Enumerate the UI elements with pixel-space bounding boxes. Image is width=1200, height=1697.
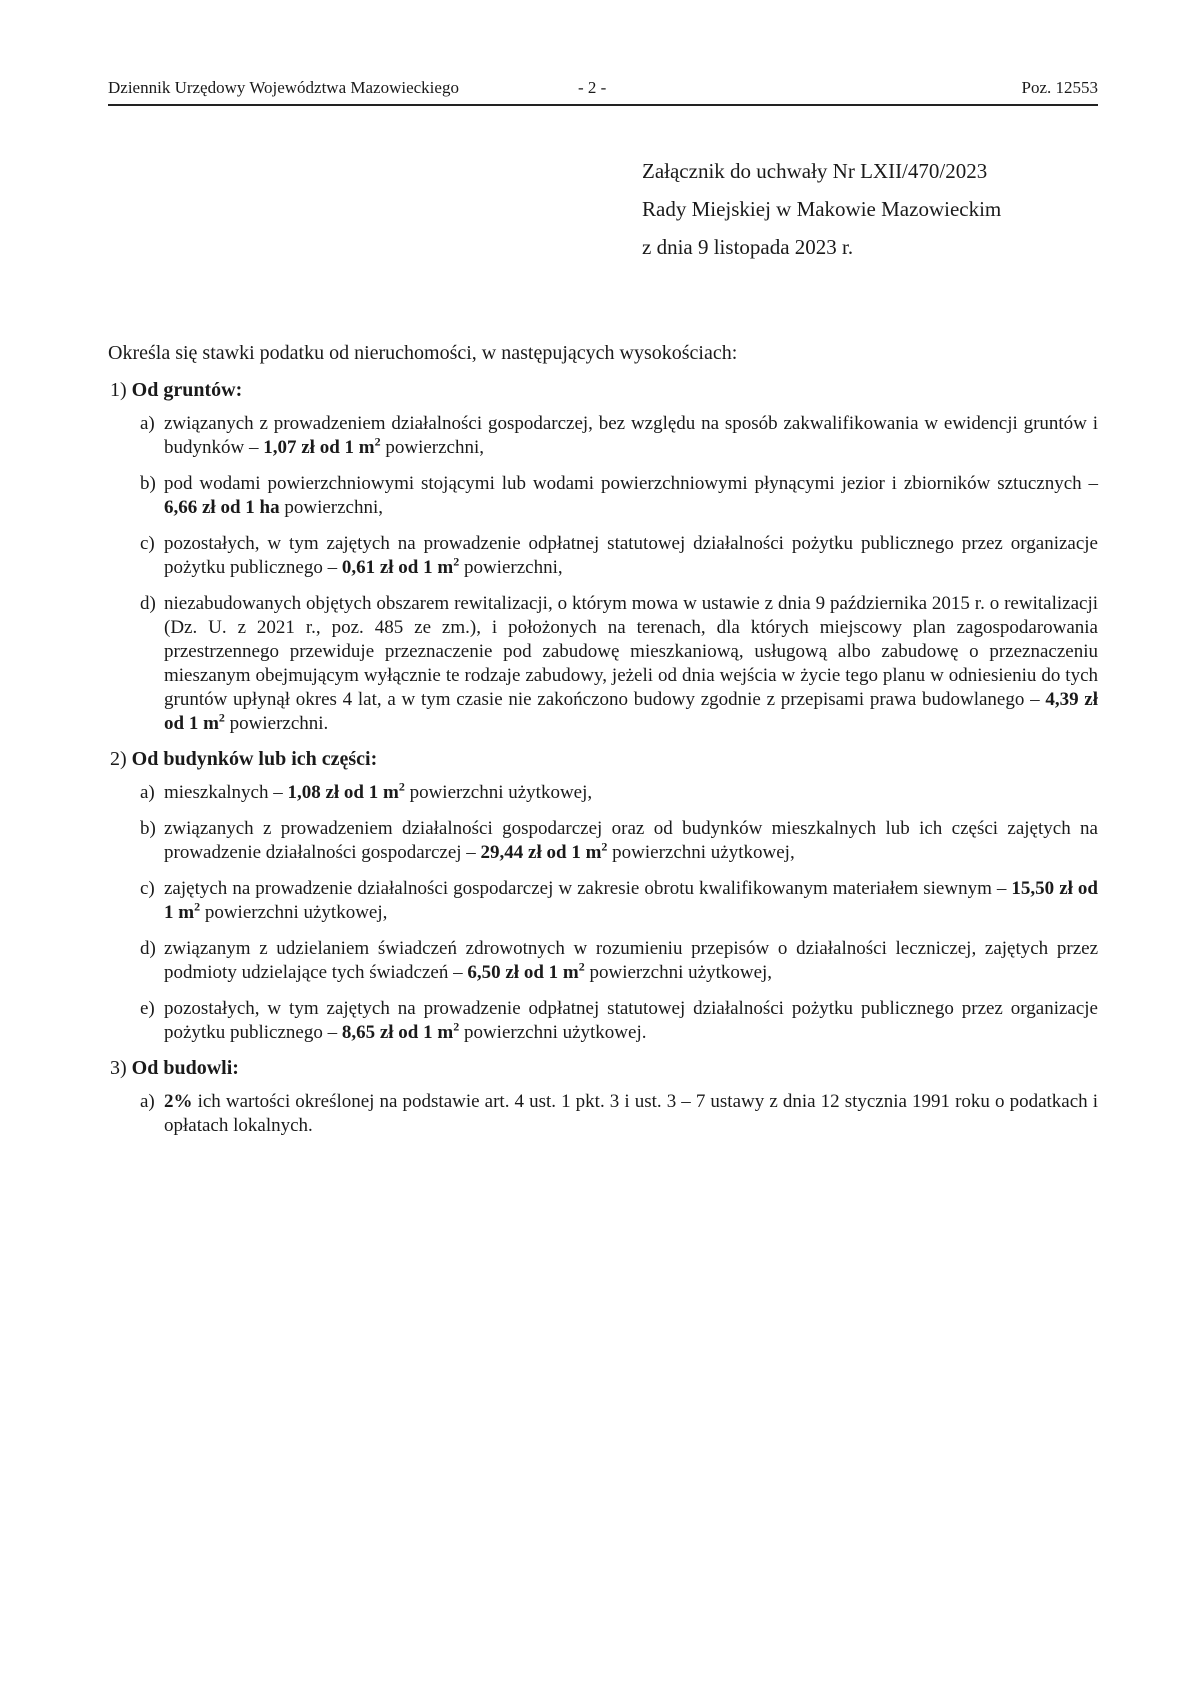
position-number: Poz. 12553 xyxy=(1021,78,1098,97)
document-body xyxy=(108,342,1098,1150)
section-title xyxy=(110,748,1098,771)
item-tail: powierzchni użytkowej, xyxy=(612,842,795,863)
list-item xyxy=(108,472,1098,520)
item-tail: powierzchni. xyxy=(229,713,329,734)
item-rate: 1,07 zł od 1 m xyxy=(263,437,375,458)
annex-line-2: Rady Miejskiej w Makowie Mazowieckim xyxy=(642,197,1002,221)
list-item xyxy=(108,592,1098,736)
item-rate-exponent: 2 xyxy=(398,779,405,794)
item-text: niezabudowanych objętych obszarem rewitalizacji, o którym mowa w ustawie z dnia 9 października 2015 r. o rewitalizacji (Dz. U. z 2021 r., poz. 485 ze zm.), i położonych na terenach, dla których miejscowy plan zagospodarowania przestrzennego przewiduje przeznaczenie pod zabudowę mieszkaniową, usługową albo zabudowę o przeznaczeniu mieszanym obejmującym wyłącznie te rodzaje zabudowy, jeżeli od dnia wejścia w życie tego planu w odniesieniu do tych gruntów upłynął okres 4 lat, a w tym czasie nie zakończono budowy zgodnie z przepisami prawa budowlanego – xyxy=(164,593,1098,710)
item-text: związanych z prowadzeniem działalności gospodarczej, bez względu na sposób zakwalifikowania w ewidencji gruntów i budynków – xyxy=(164,413,1098,458)
list-item xyxy=(108,817,1098,865)
section-title xyxy=(110,1057,1098,1080)
item-rate: 6,50 zł od 1 m xyxy=(467,962,579,983)
item-text: pozostałych, w tym zajętych na prowadzenie odpłatnej statutowej działalności pożytku publicznego przez organizacje pożytku publicznego – xyxy=(164,998,1098,1043)
item-label: c) xyxy=(140,533,155,554)
item-label: b) xyxy=(140,473,156,494)
item-tail: powierzchni, xyxy=(385,437,484,458)
item-tail: powierzchni użytkowej, xyxy=(204,902,388,923)
list-item xyxy=(108,937,1098,985)
item-rate: 0,61 zł od 1 m xyxy=(341,557,454,578)
annex-block xyxy=(642,152,1001,266)
section-number: 3) xyxy=(110,1057,127,1079)
section-heading: Od budynków lub ich części: xyxy=(131,748,378,770)
item-text: pod wodami powierzchniowymi stojącymi lub wodami powierzchniowymi płynącymi jezior i zbiorników sztucznych – xyxy=(164,473,1098,494)
item-rate: 2% xyxy=(164,1091,193,1112)
item-rate: 29,44 zł od 1 m xyxy=(480,842,602,863)
section-heading: Od budowli: xyxy=(131,1057,239,1079)
item-rate: 4,39 zł od 1 m xyxy=(164,689,1099,734)
item-tail: powierzchni, xyxy=(463,557,563,578)
item-text: związanym z udzielaniem świadczeń zdrowotnych w rozumieniu przepisów o działalności leczniczej, zajętych przez podmioty udzielające tych świadczeń – xyxy=(164,938,1098,983)
item-tail: powierzchni użytkowej, xyxy=(409,782,593,803)
header-divider xyxy=(108,104,1098,106)
section-heading: Od gruntów: xyxy=(131,379,243,401)
list-item xyxy=(108,1090,1098,1138)
section-structures xyxy=(108,1057,1098,1138)
item-label: a) xyxy=(140,1091,155,1112)
list-item xyxy=(108,877,1098,925)
item-rate-exponent: 2 xyxy=(374,434,381,449)
item-label: b) xyxy=(140,818,156,839)
section-number: 2) xyxy=(110,748,127,770)
section-number: 1) xyxy=(110,379,127,401)
item-tail: powierzchni użytkowej, xyxy=(589,962,773,983)
intro-text: Określa się stawki podatku od nieruchomości, w następujących wysokościach: xyxy=(108,342,738,364)
list-item xyxy=(108,781,1098,805)
section-land xyxy=(108,379,1098,736)
list-item xyxy=(108,997,1098,1045)
page-number: - 2 - xyxy=(578,78,607,97)
item-rate-exponent: 2 xyxy=(453,1019,460,1034)
item-text: zajętych na prowadzenie działalności gospodarczej w zakresie obrotu kwalifikowanym materiałem siewnym – xyxy=(164,878,1007,899)
journal-title: Dziennik Urzędowy Województwa Mazowieckiego xyxy=(108,78,459,97)
item-label: a) xyxy=(140,413,155,434)
item-rate: 1,08 zł od 1 m xyxy=(287,782,399,803)
item-tail: ich wartości określonej na podstawie art. 4 ust. 1 pkt. 3 i ust. 3 – 7 ustawy z dnia 12 stycznia 1991 roku o podatkach i opłatach lokalnych. xyxy=(164,1091,1099,1136)
item-tail: powierzchni, xyxy=(284,497,384,518)
item-rate-exponent: 2 xyxy=(578,959,585,974)
item-label: e) xyxy=(140,998,155,1019)
item-rate-exponent: 2 xyxy=(601,839,608,854)
item-rate: 6,66 zł od 1 ha xyxy=(164,497,280,518)
item-rate-exponent: 2 xyxy=(194,899,201,914)
item-rate-exponent: 2 xyxy=(453,554,460,569)
section-title xyxy=(110,379,1098,402)
item-rate-exponent: 2 xyxy=(218,710,225,725)
item-label: d) xyxy=(140,593,156,614)
annex-line-3: z dnia 9 listopada 2023 r. xyxy=(642,235,854,259)
page-header xyxy=(108,78,1098,104)
item-rate: 15,50 zł od 1 m xyxy=(164,878,1098,923)
section-buildings xyxy=(108,748,1098,1045)
item-text: mieszkalnych – xyxy=(164,782,283,803)
item-label: d) xyxy=(140,938,156,959)
item-label: a) xyxy=(140,782,155,803)
item-rate: 8,65 zł od 1 m xyxy=(341,1022,454,1043)
list-item xyxy=(108,532,1098,580)
item-tail: powierzchni użytkowej. xyxy=(463,1022,647,1043)
item-text: związanych z prowadzeniem działalności gospodarczej oraz od budynków mieszkalnych lub ich części zajętych na prowadzenie działalności gospodarczej – xyxy=(164,818,1098,863)
item-label: c) xyxy=(140,878,155,899)
annex-line-1: Załącznik do uchwały Nr LXII/470/2023 xyxy=(642,159,988,183)
item-text: pozostałych, w tym zajętych na prowadzenie odpłatnej statutowej działalności pożytku publicznego przez organizacje pożytku publicznego – xyxy=(164,533,1098,578)
list-item xyxy=(108,412,1098,460)
